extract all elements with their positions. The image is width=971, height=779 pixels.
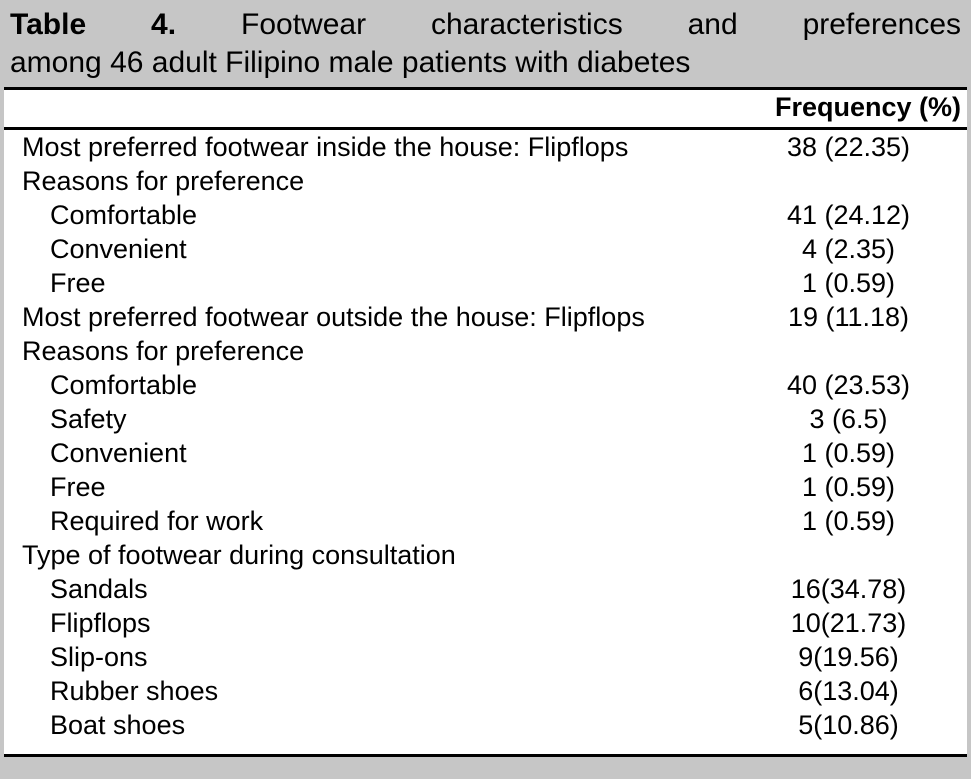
- row-value: 5(10.86): [798, 709, 899, 740]
- table-caption: [0, 0, 971, 87]
- row-value: 40 (23.53): [786, 369, 911, 400]
- table-row: [4, 300, 967, 334]
- column-header-frequency: Frequency (%): [730, 90, 967, 129]
- row-value: 16(34.78): [790, 573, 907, 604]
- row-label: Required for work: [50, 505, 264, 536]
- row-label: Comfortable: [50, 199, 198, 230]
- row-label: Free: [50, 471, 106, 502]
- table-row: [4, 436, 967, 470]
- row-label: Type of footwear during consultation: [22, 539, 456, 570]
- table-row: [4, 640, 967, 674]
- row-value: 6(13.04): [798, 675, 899, 706]
- table-row: [4, 198, 967, 232]
- table-row: [4, 572, 967, 606]
- column-header-blank: [4, 90, 730, 129]
- row-label: Free: [50, 267, 106, 298]
- table-label: Table 4.: [10, 8, 177, 41]
- table-container: [4, 87, 967, 754]
- row-value: 1 (0.59): [801, 471, 896, 502]
- table-head: [4, 90, 967, 129]
- row-value: [730, 538, 967, 572]
- table-row: [4, 266, 967, 300]
- row-value: 1 (0.59): [801, 267, 896, 298]
- figure-footer-space: [0, 757, 971, 779]
- row-label: Comfortable: [50, 369, 198, 400]
- table-row: [4, 232, 967, 266]
- footwear-characteristics-table: [4, 90, 967, 742]
- row-value: 19 (11.18): [787, 301, 910, 332]
- row-label: Rubber shoes: [50, 675, 219, 706]
- row-value: [730, 334, 967, 368]
- caption-line-1: [10, 6, 961, 44]
- row-value: 10(21.73): [790, 607, 907, 638]
- row-label: Boat shoes: [50, 709, 186, 740]
- table-row: [4, 538, 967, 572]
- row-label: Reasons for preference: [22, 335, 305, 366]
- row-value: 41 (24.12): [786, 199, 911, 230]
- row-value: 9(19.56): [798, 641, 899, 672]
- table-row: [4, 606, 967, 640]
- row-label: Most preferred footwear outside the house: Flipflops: [22, 301, 645, 332]
- row-label: Sandals: [50, 573, 148, 604]
- row-label: Slip-ons: [50, 641, 148, 672]
- row-label: Most preferred footwear inside the house: Flipflops: [22, 131, 629, 162]
- table-row: [4, 504, 967, 538]
- row-label: Safety: [50, 403, 127, 434]
- caption-text-1: Footwear characteristics and preferences: [241, 8, 961, 41]
- row-value: 1 (0.59): [801, 505, 896, 536]
- table-row: [4, 708, 967, 742]
- table-row: [4, 470, 967, 504]
- row-value: [730, 164, 967, 198]
- row-value: 1 (0.59): [801, 437, 896, 468]
- table-header-row: [4, 90, 967, 129]
- table-body-rows: [4, 128, 967, 742]
- table-row: [4, 164, 967, 198]
- table-row: [4, 674, 967, 708]
- table-row: [4, 368, 967, 402]
- row-value: 4 (2.35): [801, 233, 896, 264]
- table-row: [4, 334, 967, 368]
- row-label: Convenient: [50, 437, 187, 468]
- row-label: Flipflops: [50, 607, 151, 638]
- row-value: 38 (22.35): [786, 131, 911, 162]
- row-label: Reasons for preference: [22, 165, 305, 196]
- table-row: [4, 402, 967, 436]
- row-value: 3 (6.5): [809, 403, 888, 434]
- caption-line-2: among 46 adult Filipino male patients with diabetes: [10, 46, 691, 80]
- table-row: [4, 128, 967, 164]
- row-label: Convenient: [50, 233, 187, 264]
